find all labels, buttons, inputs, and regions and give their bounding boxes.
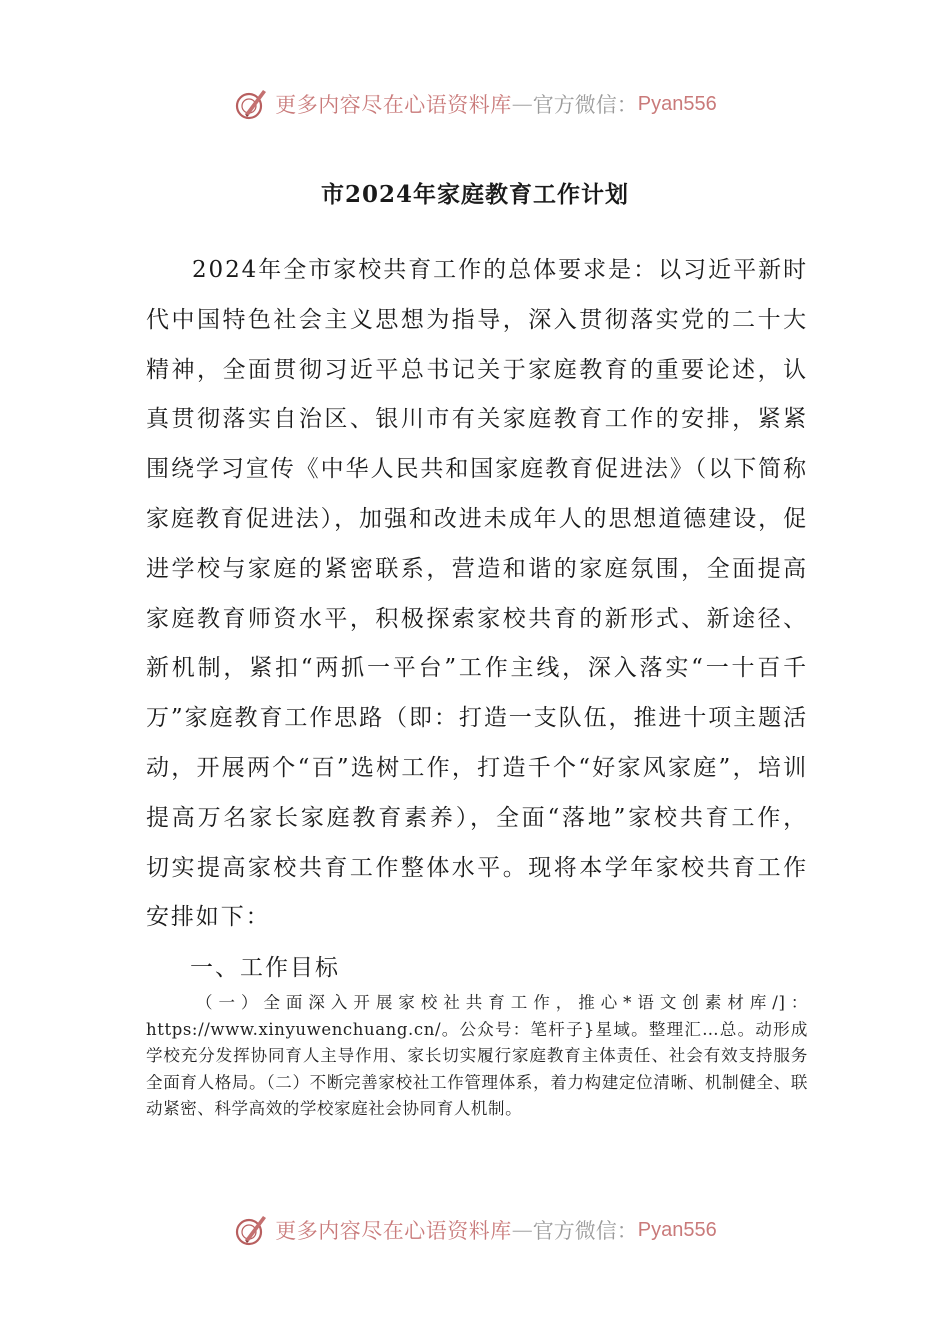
watermark-wechat-label: 官方微信： — [532, 1219, 638, 1243]
watermark-wechat-id: Pyan556 — [637, 92, 717, 115]
watermark-main-text: 更多内容尽在心语资料库 — [275, 93, 512, 117]
watermark-wechat-id: Pyan556 — [637, 1218, 717, 1241]
watermark-wechat-label: 官方微信： — [532, 93, 638, 117]
watermark-footer — [0, 1206, 950, 1254]
section-heading: 一、工作目标 — [190, 955, 340, 981]
watermark-main-text: 更多内容尽在心语资料库 — [275, 1219, 512, 1243]
document-title: 市2024年家庭教育工作计划 — [320, 181, 629, 208]
quill-pen-seal-icon — [233, 86, 269, 122]
quill-pen-seal-icon — [233, 1212, 269, 1248]
watermark-dash: — — [511, 1218, 533, 1242]
watermark-dash: — — [511, 92, 533, 116]
objective-paragraph: （一）全面深入开展家校社共育工作，推心*语文创素材库/]：https://www.xinyuwenchuang.cn/。公众号：笔杆子}星域。整理汇…总。动形成学校充分发挥协同育人主导作用、家长切实履行家庭教育主体责任、社会有效支持服务全面育人格局。（二）不断完善家校社工作管理体系，着力构建定位清晰、机制健全、联动紧密、科学高效的学校家庭社会协同育人机制。 — [146, 993, 808, 1118]
intro-paragraph: 2024年全市家校共育工作的总体要求是：以习近平新时代中国特色社会主义思想为指导，深入贯彻落实党的二十大精神，全面贯彻习近平总书记关于家庭教育的重要论述，认真贯彻落实自治区、银川市有关家庭教育工作的安排，紧紧围绕学习宣传《中华人民共和国家庭教育促进法》（以下简称家庭教育促进法），加强和改进未成年人的思想道德建设，促进学校与家庭的紧密联系，营造和谐的家庭氛围，全面提高家庭教育师资水平，积极探索家校共育的新形式、新途径、新机制，紧扣“两抓一平台”工作主线，深入落实“一十百千万”家庭教育工作思路（即：打造一支队伍，推进十项主题活动，开展两个“百”选树工作，打造千个“好家风家庭”，培训提高万名家长家庭教育素养），全面“落地”家校共育工作，切实提高家校共育工作整体水平。现将本学年家校共育工作安排如下： — [146, 257, 808, 931]
watermark-header — [0, 80, 950, 128]
